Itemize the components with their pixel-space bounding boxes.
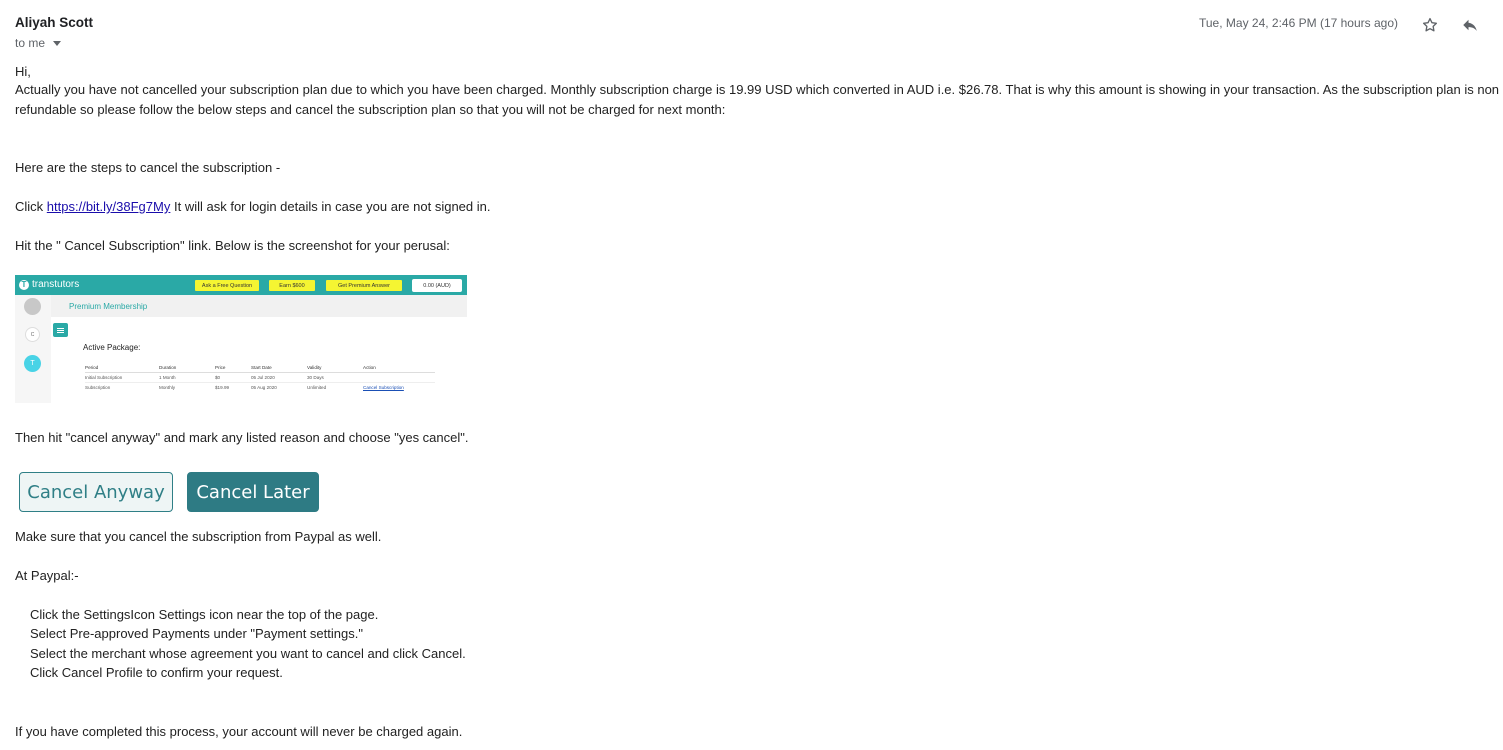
column-header: Validity (307, 363, 363, 373)
table-cell: 05 Jul 2020 (251, 373, 307, 383)
column-header: Price (215, 363, 251, 373)
embedded-screenshot (15, 275, 467, 403)
table-cell: 30 Days (307, 373, 363, 383)
column-header: Period (85, 363, 159, 373)
ask-question-button: Ask a Free Question (195, 280, 259, 291)
table-cell: Monthly (159, 385, 176, 390)
then-hit-line: Then hit "cancel anyway" and mark any listed reason and choose "yes cancel". (15, 430, 469, 445)
wallet-badge: 0.00 (AUD) (412, 279, 462, 292)
table-cell: $0 (215, 373, 251, 383)
make-sure-line: Make sure that you cancel the subscription from Paypal as well. (15, 529, 382, 544)
menu-icon (53, 323, 68, 337)
table-cell: Unlimited (307, 385, 327, 390)
greeting: Hi, (15, 64, 31, 79)
avatar (24, 298, 41, 315)
table-row (85, 383, 435, 393)
table-cell (363, 373, 435, 383)
click-prefix: Click (15, 199, 44, 214)
table-cell: Subscription (85, 385, 111, 390)
premium-answer-button: Get Premium Answer (326, 280, 402, 291)
screenshot-logo (19, 279, 79, 290)
sender-name[interactable]: Aliyah Scott (15, 15, 94, 30)
at-paypal-line: At Paypal:- (15, 568, 79, 583)
reply-icon (1461, 16, 1479, 34)
reply-button[interactable] (1458, 13, 1482, 37)
email-header (15, 15, 1490, 55)
logo-mark-icon: T (19, 280, 29, 290)
active-package-label: Active Package: (83, 343, 141, 352)
email-date: Tue, May 24, 2:46 PM (17 hours ago) (1199, 16, 1398, 30)
intro-paragraph: Actually you have not cancelled your subscription plan due to which you have been charged. Monthly subscription charge is 19.99 USD which converted in AUD i.e. $26.78. That is why this amount is showing in your transaction. As the subscription plan is non refundable so please follow the below steps and cancel the subscription plan so that you will not be charged for next month: (15, 82, 1500, 117)
star-icon (1421, 16, 1439, 34)
subscription-link[interactable]: https://bit.ly/38Fg7My (46, 199, 171, 214)
table-cell: 05 Aug 2020 (251, 385, 277, 390)
recipient-details[interactable] (15, 36, 61, 50)
table-cell: $19.99 (215, 385, 230, 390)
logo-text: transtutors (32, 279, 80, 290)
earn-button: Earn $600 (269, 280, 315, 291)
paypal-step: Click Cancel Profile to confirm your request. (30, 665, 283, 680)
column-header: Start Date (251, 363, 307, 373)
paypal-step: Select the merchant whose agreement you want to cancel and click Cancel. (30, 646, 466, 661)
paypal-step: Select Pre-approved Payments under "Payment settings." (30, 626, 363, 641)
sidebar-icon: T (24, 355, 41, 372)
steps-heading: Here are the steps to cancel the subscription - (15, 160, 281, 175)
column-header: Action (363, 363, 435, 373)
click-link-line (15, 197, 491, 217)
table-cell: 1 Month (159, 373, 215, 383)
package-table (85, 363, 435, 392)
cancel-subscription-link: Cancel Subscription (363, 385, 404, 390)
star-button[interactable] (1418, 13, 1442, 37)
table-row (85, 373, 435, 383)
closing-line: If you have completed this process, your account will never be charged again. (15, 724, 463, 739)
recipient-label: to me (15, 36, 46, 50)
chevron-down-icon[interactable] (53, 41, 61, 46)
premium-membership-title: Premium Membership (69, 302, 148, 311)
column-header: Duration (159, 363, 215, 373)
paypal-step: Click the SettingsIcon Settings icon near the top of the page. (30, 607, 379, 622)
cancel-anyway-button[interactable]: Cancel Anyway (19, 472, 173, 512)
hit-cancel-line: Hit the " Cancel Subscription" link. Below is the screenshot for your perusal: (15, 238, 450, 253)
cancel-later-button[interactable]: Cancel Later (187, 472, 319, 512)
sidebar-icon: C (25, 327, 40, 342)
click-suffix: It will ask for login details in case you are not signed in. (173, 199, 491, 214)
table-cell: Initial Subscription (85, 373, 159, 383)
